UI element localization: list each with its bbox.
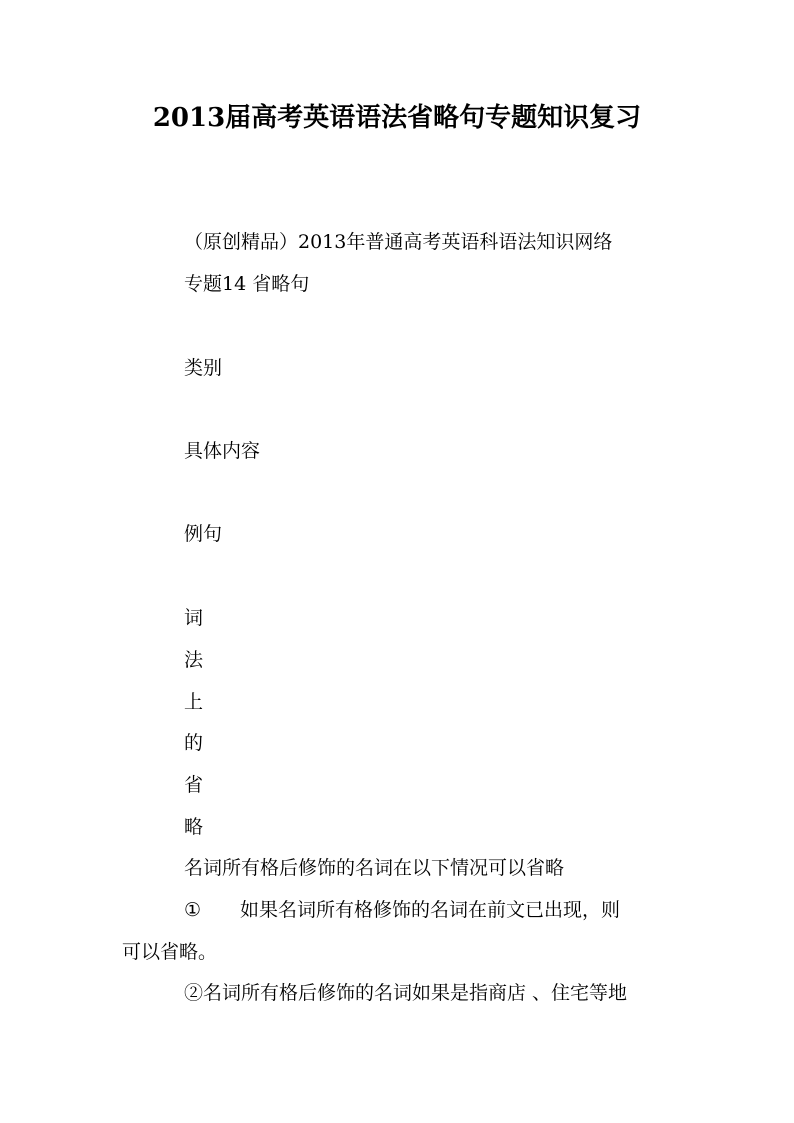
category-char: 略 bbox=[184, 816, 204, 838]
category-char: 词 bbox=[184, 607, 204, 629]
topic-line: 专题14 省略句 bbox=[184, 273, 310, 295]
category-char: 上 bbox=[184, 691, 204, 713]
item-1-text: 如果名词所有格修饰的名词在前文已出现，则 bbox=[240, 899, 621, 921]
category-char: 省 bbox=[184, 774, 204, 796]
table-header-content: 具体内容 bbox=[184, 440, 261, 462]
table-header-category: 类别 bbox=[184, 357, 223, 379]
rule-heading: 名词所有格后修饰的名词在以下情况可以省略 bbox=[184, 857, 565, 879]
item-2-text: ②名词所有格后修饰的名词如果是指商店 、住宅等地 bbox=[184, 982, 628, 1004]
item-1-continuation: 可以省略。 bbox=[122, 941, 218, 963]
table-header-example: 例句 bbox=[184, 523, 223, 545]
category-char: 法 bbox=[184, 649, 204, 671]
category-char: 的 bbox=[184, 732, 204, 754]
document-title: 2013届高考英语语法省略句专题知识复习 bbox=[152, 103, 642, 133]
item-number-1: ① bbox=[184, 899, 202, 921]
subtitle-line: （原创精品）2013年普通高考英语科语法知识网络 bbox=[184, 231, 613, 253]
